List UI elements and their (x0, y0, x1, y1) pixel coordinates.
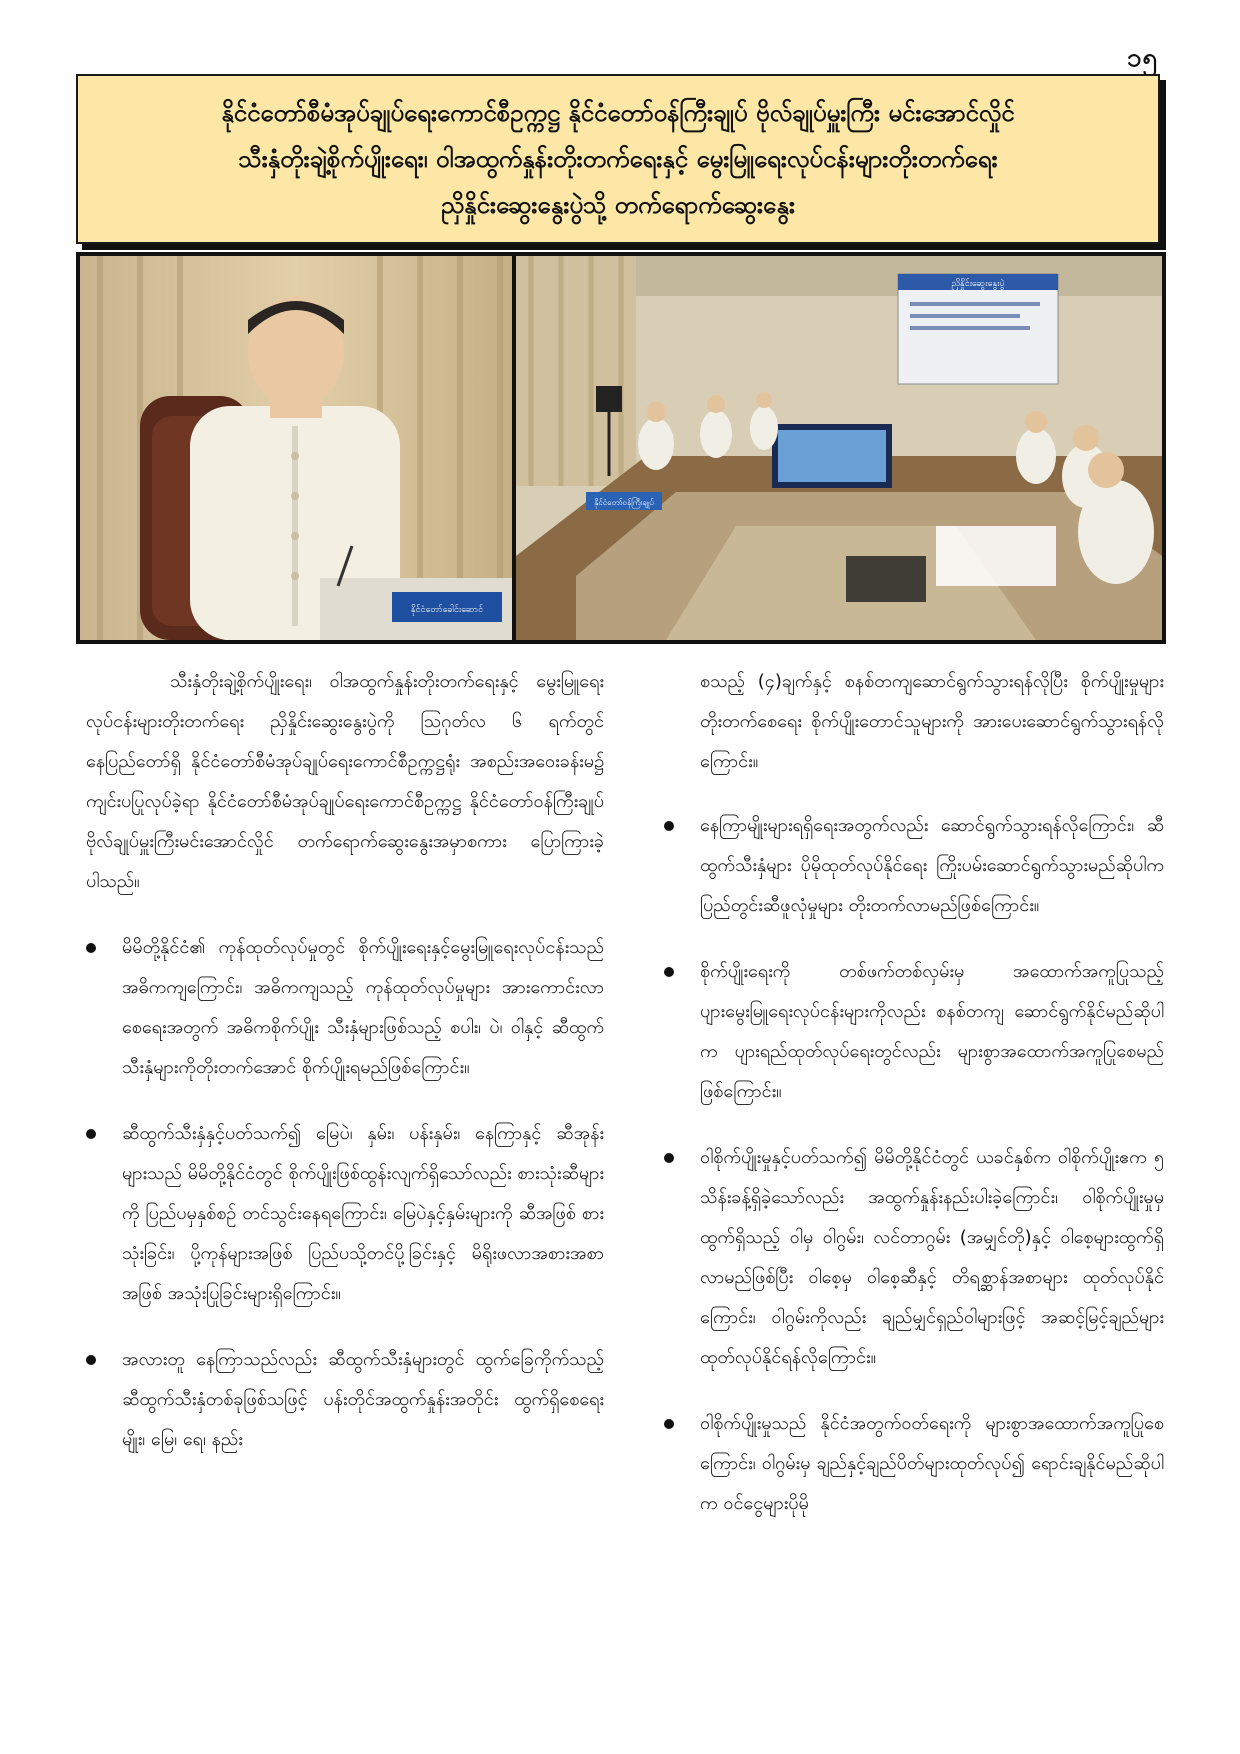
continuation-paragraph: စသည့် (၄)ချက်နှင့် စနစ်တကျဆောင်ရွက်သွားရန်လိုပြီး စိုက်ပျိုးမှုများ တိုးတက်စေရေး စိုက်ပျိုးတောင်သူများကို အားပေးဆောင်ရွက်သွားရန်လိုကြောင်း။ (700, 671, 1164, 772)
left-bullet-list (86, 928, 604, 1460)
photo-meeting-room (516, 256, 1162, 640)
bullet-item: စိုက်ပျိုးရေးကို တစ်ဖက်တစ်လှမ်းမှ အထောက်အကူပြုသည့်ပျားမွေးမြူရေးလုပ်ငန်းများကိုလည်း စနစ်တကျ ဆောင်ရွက်နိုင်မည်ဆိုပါက ပျားရည်ထုတ်လုပ်ရေးတွင်လည်း များစွာအထောက်အကူပြုစေမည်ဖြစ်ကြောင်း။ (664, 952, 1164, 1112)
bullet-item: မိမိတို့နိုင်ငံ၏ ကုန်ထုတ်လုပ်မှုတွင် စိုက်ပျိုးရေးနှင့်မွေးမြူရေးလုပ်ငန်းသည် အဓိကကျကြောင်း၊ အဓိကကျသည့် ကုန်ထုတ်လုပ်မှုများ အားကောင်းလာစေရေးအတွက် အဓိကစိုက်ပျိုး သီးနှံများဖြစ်သည့် စပါး၊ ပဲ၊ ဝါနှင့် ဆီထွက်သီးနှံများကိုတိုးတက်အောင် စိုက်ပျိုးရမည်ဖြစ်ကြောင်း။ (86, 928, 604, 1088)
speaker-nameplate: နိုင်ငံတော်ခေါင်းဆောင် (410, 605, 484, 615)
photo-strip (76, 252, 1166, 644)
bullet-item: ဝါစိုက်ပျိုးမှုနှင့်ပတ်သက်၍ မိမိတို့နိုင်ငံတွင် ယခင်နှစ်က ဝါစိုက်ပျိုးဧက ၅ သိန်းခန့်ရှိခဲ့သော်လည်း အထွက်နှုန်းနည်းပါးခဲ့ကြောင်း၊ ဝါစိုက်ပျိုးမှုမှ ထွက်ရှိသည့် ဝါမှ ဝါဂွမ်း၊ လင်တာဂွမ်း (အမျှင်တို)နှင့် ဝါစေ့များထွက်ရှိလာမည်ဖြစ်ပြီး ဝါစေ့မှ ဝါစေ့ဆီနှင့် တိရစ္ဆာန်အစာများ ထုတ်လုပ်နိုင် ကြောင်း၊ ဝါဂွမ်းကိုလည်း ချည်မျှင်ရှည်ဝါများဖြင့် အဆင့်မြင့်ချည်များ ထုတ်လုပ်နိုင်ရန်လိုကြောင်း။ (664, 1138, 1164, 1378)
headline-box (76, 74, 1160, 244)
right-bullet-list (664, 806, 1164, 1524)
headline-line-1: နိုင်ငံတော်စီမံအုပ်ချုပ်ရေးကောင်စီဥက္ကဋ္ဌ နိုင်ငံတော်ဝန်ကြီးချုပ် ဗိုလ်ချုပ်မှူးကြီး မင်းအောင်လှိုင် (221, 99, 1015, 127)
table-nameplate: နိုင်ငံတော်ဝန်ကြီးချုပ် (594, 498, 654, 507)
headline-line-2: သီးနှံတိုးချဲ့စိုက်ပျိုးရေး၊ ဝါအထွက်နှုန်းတိုးတက်ရေးနှင့် မွေးမြူရေးလုပ်ငန်းများတိုးတက်ရေး (238, 145, 998, 173)
intro-paragraph: သီးနှံတိုးချဲ့စိုက်ပျိုးရေး၊ ဝါအထွက်နှုန်းတိုးတက်ရေးနှင့် မွေးမြူရေးလုပ်ငန်းများတိုးတက်ရေး ညှိနှိုင်းဆွေးနွေးပွဲကို ဩဂုတ်လ ၆ ရက်တွင် နေပြည်တော်ရှိ နိုင်ငံတော်စီမံအုပ်ချုပ်ရေးကောင်စီဥက္ကဋ္ဌရုံး အစည်းအဝေးခန်းမ၌ ကျင်းပပြုလုပ်ခဲ့ရာ နိုင်ငံတော်စီမံအုပ်ချုပ်ရေးကောင်စီဥက္ကဋ္ဌ နိုင်ငံတော်ဝန်ကြီးချုပ် ဗိုလ်ချုပ်မှူးကြီးမင်းအောင်လှိုင် တက်ရောက်ဆွေးနွေးအမှာစကား ပြောကြားခဲ့ပါသည်။ (86, 671, 604, 892)
bullet-item: အလားတူ နေကြာသည်လည်း ဆီထွက်သီးနှံများတွင် ထွက်ခြေကိုက်သည့် ဆီထွက်သီးနှံတစ်ခုဖြစ်သဖြင့် ပန်းတိုင်အထွက်နှုန်းအတိုင်း ထွက်ရှိစေရေး မျိုး၊ မြေ၊ ရေ၊ နည်း (86, 1340, 604, 1460)
bullet-item: နေကြာမျိုးများရရှိရေးအတွက်လည်း ဆောင်ရွက်သွားရန်လိုကြောင်း၊ ဆီထွက်သီးနှံများ ပိုမိုထုတ်လုပ်နိုင်ရေး ကြိုးပမ်းဆောင်ရွက်သွားမည်ဆိုပါက ပြည်တွင်းဆီဖူလုံမှုများ တိုးတက်လာမည်ဖြစ်ကြောင်း။ (664, 806, 1164, 926)
bullet-item: ဆီထွက်သီးနှံနှင့်ပတ်သက်၍ မြေပဲ၊ နှမ်း၊ ပန်းနှမ်း၊ နေကြာနှင့် ဆီအုန်းများသည် မိမိတို့နိုင်ငံတွင် စိုက်ပျိုးဖြစ်ထွန်းလျက်ရှိသော်လည်း စားသုံးဆီများကို ပြည်ပမှနှစ်စဉ် တင်သွင်းနေရကြောင်း၊ မြေပဲနှင့်နှမ်းများကို ဆီအဖြစ် စားသုံးခြင်း၊ ပို့ကုန်များအဖြစ် ပြည်ပသို့တင်ပို့ခြင်းနှင့် မိရိုးဖလာအစားအစာအဖြစ် အသုံးပြုခြင်းများရှိကြောင်း။ (86, 1114, 604, 1314)
screen-title: ညှိနှိုင်းဆွေးနွေးပွဲ (951, 279, 1005, 289)
photo-speaker (80, 256, 512, 640)
headline-line-3: ညှိနှိုင်းဆွေးနွေးပွဲသို့ တက်ရောက်ဆွေးနွေး (440, 191, 796, 219)
bullet-item: ဝါစိုက်ပျိုးမှုသည် နိုင်ငံအတွက်ဝတ်ရေးကို များစွာအထောက်အကူပြုစေကြောင်း၊ ဝါဂွမ်းမှ ချည်နှင့်ချည်ပိတ်များထုတ်လုပ်၍ ရောင်းချနိုင်မည်ဆိုပါက ဝင်ငွေများပိုမို (664, 1404, 1164, 1524)
page-number: ၁၅ (1126, 43, 1158, 73)
left-column (86, 662, 604, 1460)
right-column (664, 662, 1164, 1524)
